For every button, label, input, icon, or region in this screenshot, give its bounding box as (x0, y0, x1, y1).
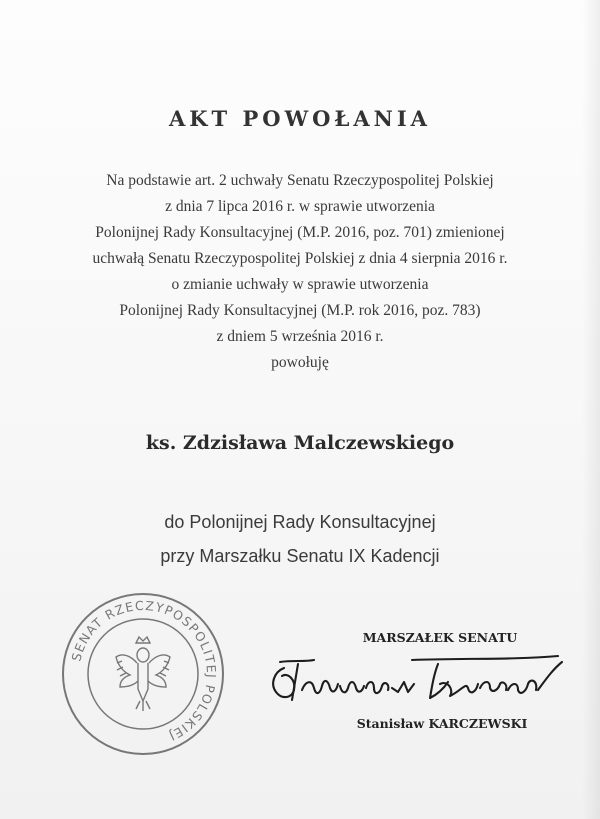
text-line: Na podstawie art. 2 uchwały Senatu Rzeczypospolitej Polskiej (106, 172, 494, 189)
text-line: Polonijnej Rady Konsultacyjnej (M.P. 2016, poz. 701) zmienionej (95, 224, 505, 241)
svg-text:SENAT RZECZYPOSPOLITEJ POLSKIE (68, 598, 219, 744)
document-title: AKT POWOŁANIA (169, 106, 431, 131)
text-line: powołuję (271, 354, 329, 371)
legal-basis-text (0, 168, 600, 376)
seal-text: SENAT RZECZYPOSPOLITEJ POLSKIEJ (68, 597, 220, 745)
council-text (0, 505, 600, 573)
text-line: Polonijnej Rady Konsultacyjnej (M.P. rok 2016, poz. 783) (119, 302, 481, 319)
appointee-name: ks. Zdzisława Malczewskiego (145, 432, 455, 454)
text-line: uchwałą Senatu Rzeczypospolitej Polskiej z dnia 4 sierpnia 2016 r. (92, 250, 508, 267)
handwritten-signature (262, 650, 572, 712)
council-line: do Polonijnej Rady Konsultacyjnej (164, 512, 436, 532)
council-line: przy Marszałku Senatu IX Kadencji (160, 546, 440, 566)
text-line: z dnia 7 lipca 2016 r. w sprawie utworzenia (165, 198, 435, 215)
senate-seal (60, 591, 226, 757)
text-line: z dniem 5 września 2016 r. (216, 328, 384, 345)
office-title: MARSZAŁEK SENATU (362, 630, 518, 645)
signer-name: Stanisław KARCZEWSKI (356, 716, 528, 731)
text-line: o zmianie uchwały w sprawie utworzenia (171, 276, 429, 293)
eagle-icon (116, 637, 170, 711)
